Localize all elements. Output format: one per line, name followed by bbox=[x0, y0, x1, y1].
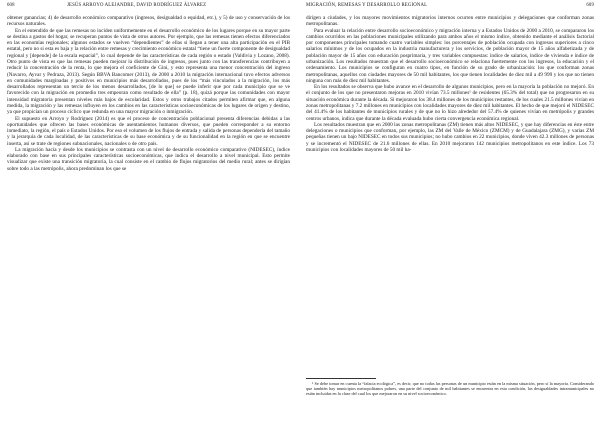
left-page-header bbox=[7, 3, 290, 12]
right-page-number: 609 bbox=[586, 3, 594, 8]
left-paragraph-4: La migración hacia y desde los municipios se contrasta con un nivel de desarrollo económico comparativo (NIDESEC), índice elaborado con base en sus principales características socioeconómicas, que indica el desarrollo a nivel municipal. Esto permite visualizar que existe una transición migratoria, la cual consiste en el cambio de flujos migratorios del medio rural; antes se dirigían sobre todo a las metrópolis, ahora predominan los que se bbox=[7, 146, 290, 172]
left-paragraph-1: obtener ganancias; 4) de desarrollo económico comparativo (ingresos, desigualdad o equidad, etc.), y 5) de uso y conservación de los recursos naturales. bbox=[7, 15, 290, 28]
right-paragraph-4: Los resultados muestran que en 2000 las zonas metropolitanas (ZM) tienen más altos NIDESEC, y que hay diferencias en éste entre delegaciones o municipios que conforman, por ejemplo, las ZM del Valle de México (ZMCM) y de Guadalajara (ZMG), y varias ZM pequeñas tienen un bajo NIDESEC en todos sus municipios; no hubo cambios en 22 municipios, donde viven 42.3 millones de personas y se incrementó el NIDESEC de 21.6 millones de ellas. En 2010 mejoraron 142 municipios metropolitanos en este índice. Los 73 municipios con localidades mayores de 50 mil ha- bbox=[306, 121, 594, 153]
footnote-rule bbox=[306, 378, 376, 379]
right-page bbox=[300, 0, 600, 431]
left-body-text bbox=[7, 15, 290, 172]
right-paragraph-2: Para evaluar la relación entre desarrollo socioeconómico y migración interna y a Estados Unidos de 2000 a 2010, se compararon los cambios ocurridos en las poblaciones municipales utilizando para ambos años el mismo índice, obtenido mediante el análisis factorial por componentes principales tomando cuatro variables simples: los porcentajes de población ocupada con ingresos superiores a cinco salarios mínimos y de los ocupados en la industria manufacturera y los servicios, de población mayor de 15 años alfabetizada y de población mayor de 15 años con educación posprimaria, y tres variables compuestas: índice de salarios, índice de vivienda e índice de urbanización. Los resultados muestran que el desarrollo socioeconómico se relaciona fuertemente con los ingresos, la educación y el ordenamiento. Los municipios se configuran en cuatro tipos, en función de su grado de urbanización: los que conforman zonas metropolitanas, aquellos con ciudades mayores de 50 mil habitantes, los que tienen localidades de diez mil a 49 999 y los que no tienen ninguna con más de diez mil habitantes. bbox=[306, 27, 594, 84]
right-paragraph-1: dirigen a ciudades, y los mayores movimientos migratorios internos ocurren entre municipios y delegaciones que conforman zonas metropolitanas. bbox=[306, 15, 594, 28]
left-page-number: 608 bbox=[7, 3, 15, 8]
left-running-head: JESÚS ARROYO ALEJANDRE, DAVID RODRÍGUEZ ÁLVAREZ bbox=[67, 3, 207, 8]
footnote-text: ¹ Se debe tomar en cuenta la “falacia ecológica”, es decir, que no todas las personas de un municipio están en la misma situación, pero sí la mayoría. Considerando que también hay municipios metropolitanos pobres, una parte del conjunto de mil habitantes se encuentra en esta condición, las desigualdades intramunicipales no están incluidas en la clase del cual los que mejoraron en su nivel socioeconómico. bbox=[306, 381, 594, 397]
left-paragraph-2: En el entendido de que las remesas no inciden uniformemente en el desarrollo económico de los lugares porque en su mayor parte se destina a gastos del hogar, se recuperan puntos de vista de otros autores. Por ejemplo, que las remesas tienen efectos diferenciados en las economías regionales; algunos estados se vuelven “dependientes” de ellas si llegan a tener una alta participación en el PIB estatal, pero no si esta es baja y la relación entre remesas y crecimiento económico estatal “tiene un fuerte componente de desigualdad regional y [depende] de la escala espacial”, lo cual depende de las características de cada región o estado (Valdivia y Lozano, 2008). Otro punto de vista es que las remesas pueden mejorar la distribución de ingresos, pues junto con las transferencias contribuyen a reducir la concentración de la renta, lo que mejora el coeficiente de Gini, y esto representa una menor concentración del ingreso (Navarro, Ayvar y Pedraza, 2013). Según BBVA Bancomer (2013), de 2000 a 2010 la migración internacional tuvo efectos adversos en comunidades marginadas y positivos en municipios más desarrollados, pues de los “más vinculados a la migración, los más desarrollados representan un tercio de los menos desarrollados, [de lo que] se puede inferir que por cada municipio que se ve favorecido con la migración en promedio tres empeoran como resultado de ella” (p. 18), quizá porque las comunidades con mayor intensidad migratoria presentan niveles más bajos de escolaridad. Estos y otros trabajos citados permiten afirmar que, en alguna medida, la migración y las remesas influyen en los cambios en las características socioeconómicas de los lugares de origen y destino, ya que propician un proceso cíclico que redunda en una mayor migración o inmigración. bbox=[7, 27, 290, 116]
footnote bbox=[306, 381, 594, 397]
right-running-head: MIGRACIÓN, REMESAS Y DESARROLLO REGIONAL bbox=[306, 3, 428, 8]
right-page-header bbox=[306, 3, 594, 12]
right-body-text bbox=[306, 15, 594, 153]
left-paragraph-3: El supuesto en Arroyo y Rodríguez (2014) es que el proceso de concentración poblacional presenta diferencias debidas a las oportunidades que ofrecen las bases económicas de asentamientos humanos diversos, que pueden corresponder a su entorno inmediato, la región, el país o Estados Unidos. Por eso el volumen de los flujos de entrada y salida de personas dependería del tamaño y la jerarquía de cada localidad, de las características de su base económica y de su funcionalidad en la región en que se encuentre inserta, así se trate de regiones subnacionales, nacionales o de otro país. bbox=[7, 115, 290, 147]
right-paragraph-3: En los resultados se observa que hubo avance en el desarrollo de algunos municipios, pero en la mayoría la población no mejoró. En el conjunto de los que no presentaron mejoras en 2010 vivían 73.5 millones¹ de residentes (65.3% del total) que no progresaron en su situación económica durante la década. Si mejoraron los 38.4 millones de los municipios restantes, de los cuales 21.5 millones vivían en zonas metropolitanas y 7.2 millones en municipios con localidades mayores de diez mil habitantes. El hecho de que mejoró el NIDESEC del 41.4% de los habitantes de municipios rurales y de que no lo hizo alrededor del 57.4% de quienes vivían en metrópolis y grandes centros urbanos, indica que durante la década evaluada hubo cierta convergencia económica regional. bbox=[306, 84, 594, 122]
